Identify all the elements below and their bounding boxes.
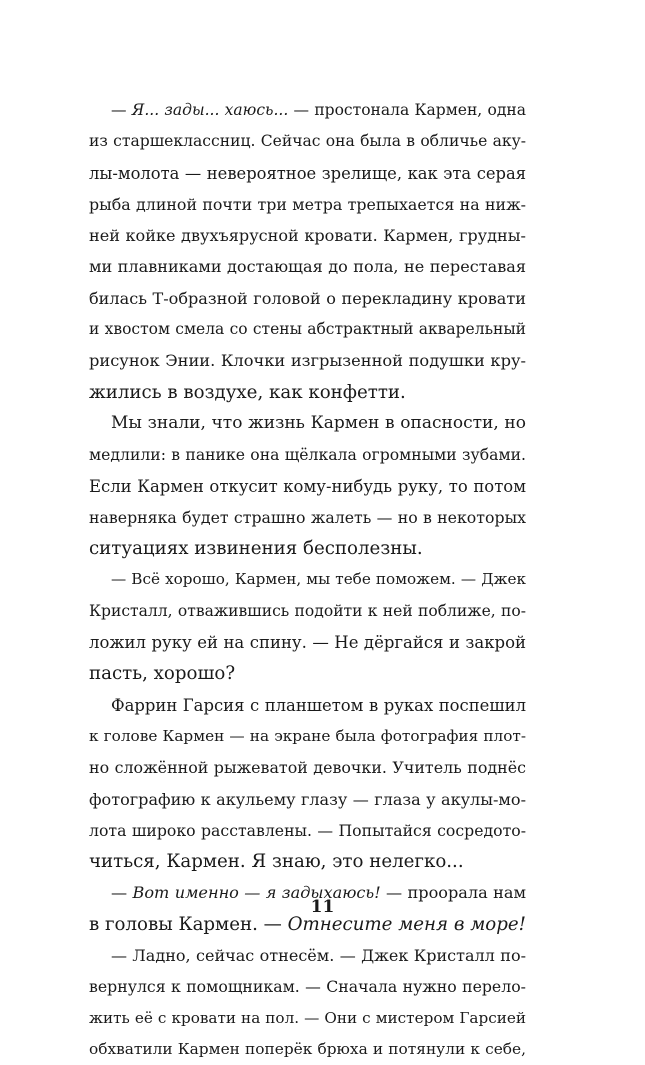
text-segment: но сложённой рыжеватой девочки. Учитель поднёс — [89, 758, 526, 778]
text-line — [89, 846, 526, 877]
text-segment: билась Т-образной головой о перекладину кровати — [89, 288, 526, 308]
text-line — [89, 251, 526, 282]
text-segment: фотографию к акульему глазу — глаза у акулы-мо- — [89, 789, 526, 809]
text-segment: вернулся к помощникам. — Сначала нужно перело- — [89, 977, 526, 997]
text-line — [89, 283, 526, 314]
text-segment: и хвостом смела со стены абстрактный акварельный — [89, 320, 526, 339]
text-line — [89, 690, 526, 721]
text-line — [89, 220, 526, 251]
text-segment: рисунок Энии. Клочки изгрызенной подушки кру- — [89, 351, 526, 371]
text-segment: — — [111, 883, 133, 903]
text-segment: ситуациях извинения бесполезны. — [89, 538, 423, 560]
text-line — [89, 189, 526, 220]
text-line — [89, 1034, 526, 1065]
text-line — [89, 408, 526, 439]
text-line — [89, 158, 526, 189]
text-segment: медлили: в панике она щёлкала огромными зубами. — [89, 445, 526, 465]
text-segment: Кристалл, отважившись подойти к ней поближе, по- — [89, 601, 526, 620]
text-line — [89, 377, 526, 408]
italic-text: Вот именно — я задыхаюсь! — [132, 883, 381, 903]
text-segment: — Всё хорошо, Кармен, мы тебе поможем. — Джек — [111, 570, 526, 589]
text-segment: жились в воздухе, как конфетти. — [89, 381, 406, 403]
page-number: 11 — [310, 897, 335, 917]
text-segment: наверняка будет страшно жалеть — но в некоторых — [89, 507, 526, 527]
text-segment: — простонала Кармен, одна — [288, 101, 526, 119]
text-segment: к голове Кармен — на экране была фотография плот- — [89, 726, 526, 745]
text-segment: читься, Кармен. Я знаю, это нелегко... — [89, 851, 464, 873]
text-line — [89, 502, 526, 533]
text-line — [89, 533, 526, 564]
text-line — [89, 815, 526, 846]
text-segment: из старшеклассниц. Сейчас она была в обличье аку- — [89, 132, 526, 151]
text-line — [89, 971, 526, 1002]
body-text — [89, 95, 526, 1065]
text-line — [89, 940, 526, 971]
text-segment: Фаррин Гарсия с планшетом в руках поспешил — [111, 695, 526, 715]
text-segment: — проорала нам — [380, 883, 527, 903]
italic-text: Я... зады... хаюсь... — [131, 101, 289, 119]
text-line — [89, 627, 526, 658]
text-line — [89, 658, 526, 689]
text-line — [89, 1003, 526, 1034]
text-segment: Если Кармен откусит кому-нибудь руку, то потом — [89, 476, 526, 496]
text-segment: — — [111, 101, 132, 119]
text-line — [89, 314, 526, 345]
text-line — [89, 596, 526, 627]
text-line — [89, 439, 526, 470]
text-segment: обхватили Кармен поперёк брюха и потянули к себе, — [89, 1039, 526, 1058]
text-line — [89, 564, 526, 595]
text-line — [89, 721, 526, 752]
text-segment: Мы знали, что жизнь Кармен в опасности, но — [111, 412, 526, 433]
text-segment: лота широко расставлены. — Попытайся сосредото- — [89, 820, 526, 840]
text-line — [89, 95, 526, 126]
text-segment: ней койке двухъярусной кровати. Кармен, грудны- — [89, 226, 526, 246]
text-line — [89, 345, 526, 376]
text-segment: ложил руку ей на спину. — Не дёргайся и закрой — [89, 633, 526, 653]
text-line — [89, 471, 526, 502]
text-segment: ми плавниками достающая до пола, не переставая — [89, 257, 526, 277]
text-segment: пасть, хорошо? — [89, 663, 236, 685]
text-line — [89, 784, 526, 815]
text-line — [89, 752, 526, 783]
text-segment: жить её с кровати на пол. — Они с мистером Гарсией — [89, 1008, 526, 1027]
text-segment: в головы Кармен. — — [89, 913, 288, 935]
text-line — [89, 126, 526, 157]
text-segment: — Ладно, сейчас отнесём. — Джек Кристалл по- — [111, 946, 526, 966]
text-segment: лы-молота — невероятное зрелище, как эта серая — [89, 163, 526, 183]
text-segment: рыба длиной почти три метра трепыхается на ниж- — [89, 194, 526, 214]
italic-text: Отнесите меня в море! — [287, 913, 526, 935]
